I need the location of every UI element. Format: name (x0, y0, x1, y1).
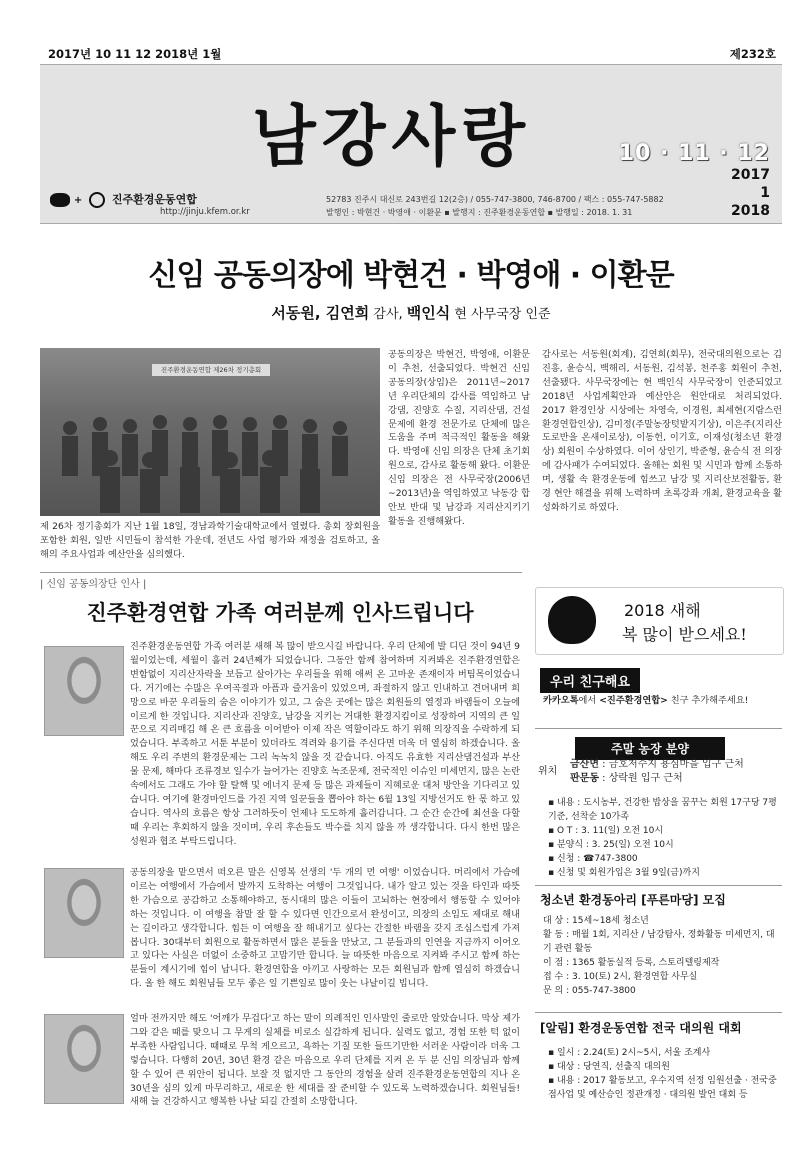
youth-list (543, 914, 782, 998)
newsletter-logo: 남강사랑 (252, 97, 532, 175)
subhead-names2: 백인식 (406, 304, 451, 322)
subhead-names1: 서동원, 김연희 (271, 304, 370, 322)
farm-loc2: : 상락원 입구 근처 (598, 773, 683, 784)
article-col-2: 감사로는 서동원(회계), 김연희(회무), 전국대의원으로는 김진흥, 윤승식, 백해리, 서동원, 김석봉, 천주홍 회원이 추천, 선출됐다. 사무국장에는 현 백인식 사무국장이 인준되었고 2018년 사업계획안과 예산안은 원안대로 처리되었다. 2017 환경인상 시상에는 차영숙, 이경원, 최세현(지람스런 환경연합인상), 김미정(주말농장텃밭지기상), 이은주(지리산도로반을 온새이로상), 이동헌, 이기호, 이재성(청소년 환경상) 회원이 수상하였다. 이어 상인기, 박준형, 윤승식 전 의장에 감사패가 수여되었다. 올해는 회원 및 시민과 함께 소통하며, 생활 속 환경운동에 힘쓰고 남강 및 지리산보전활동, 환경 현안 해결을 위해 노력하며 초록강좌 개최, 환경교육을 활성화하기로 하였다. (542, 349, 782, 513)
subhead-role2: 현 사무국장 인준 (450, 307, 551, 322)
greeting-title: 진주환경연합 가족 여러분께 인사드립니다 (86, 601, 474, 625)
photo-caption: 제 26차 정기총회가 지난 1월 18일, 경남과학기술대학교에서 열렸다. 총회 장회원을 포함한 회원, 일반 시민들이 참석한 가운데, 전년도 사업 평가와 재정을 검토하고, 올해의 주요사업과 예산안을 심의했다. (40, 521, 380, 560)
portrait-1 (44, 646, 124, 736)
youth-divider (535, 885, 782, 886)
kakao-title: 우리 친구해요 (540, 668, 640, 693)
portrait-3 (44, 1014, 124, 1104)
farm-list (548, 796, 782, 880)
issue-month2: 1 (760, 185, 770, 201)
issue-number: 제232호 (729, 47, 776, 61)
list-item: ▪ O T : 3. 11(일) 오전 10시 (548, 826, 664, 836)
kakao-account: <진주환경연합> (599, 695, 668, 706)
newyear-banner (535, 587, 784, 655)
issue-dates: 2017년 10 11 12 2018년 1월 (48, 47, 222, 61)
list-item: ▪ 신청 : ☎747-3800 (548, 854, 638, 864)
kakao-t4: 친구 추가해주세요! (667, 695, 749, 706)
farm-loc2-name: 판문동 (570, 773, 599, 784)
greeting-p2: 공동의장을 맡으면서 떠오른 말은 신영복 선생의 '두 개의 먼 여행' 이었습니다. 머리에서 가슴에 이르는 여행에서 가슴에서 발까지 도착하는 여행이 그것입니다. 내가 알고 있는 것을 타인과 따뜻한 가슴으로 공감하고 소통해야하고, 동시대의 많은 이들이 고뇌하는 현장에서 행동할 수 있어야 하는 것입니다. 이 여행을 참말 잘 할 수 있다면 인간으로서 완성이고, 의장의 소임도 제대로 해내는 길이라고 생각합니다. 힘든 이 여행을 잘 해내기고 싶다는 간절한 바램을 갖지 조심스럽게 가져봅니다. 30대부터 회원으로 활동하면서 많은 분들을 만났고, 그 분들과의 인연을 지금까지 이어오고 있다는 사실은 더없이 소중하고 고맙기만 합니다. 늘 따뜻한 마음으로 지켜봐 주시고 함께 하는 분들이 계시기에 힘이 납니다. 환경연합을 아끼고 사랑하는 모든 회원님과 함께 열심히 하겠습니다. 올 한 해도 회원님들 모두 좋은 일 기쁜일로 많이 웃는 나날이길 빕니다. (130, 867, 520, 990)
list-item: ▪ 분양식 : 3. 25(일) 오전 10시 (548, 840, 674, 850)
issue-months: 10 · 11 · 12 (618, 141, 770, 166)
article-col-1: 공동의장은 박현건, 박영애, 이환문이 추천, 선출되었다. 박현건 신임 공동의장(상임)은 2011년~2017년 우리단체의 감사를 역임하고 남강댐, 진양호 수질, 지리산댐, 건설문제에 환경 전문가로 단체에 많은 도움을 주며 적극적인 활동을 해왔다. 박영애 신임 의장은 단체 초기회원으로, 감사로 활동해 왔다. 이환문 신임 의장은 전 사무국장(2006년~2013년)을 역임하였고 낙동강 합안보 반대 및 남강과 지리산지키기 활동을 진행해왔다. (388, 349, 530, 527)
list-item: ▪ 일시 : 2.24(토) 2시~5시, 서울 조계사 (548, 1048, 711, 1058)
list-item: 이 점 : 1365 활동실적 등록, 스토리텔링제작 (543, 958, 720, 968)
address-line: 52783 진주시 대신로 243번길 12(2층) / 055-747-3800, 746-8700 / 팩스 : 055-747-5882 (326, 195, 664, 204)
issue-year2: 2018 (731, 203, 770, 219)
org-name: 진주환경운동연합 (111, 193, 197, 206)
kfem-logo-icon (50, 193, 70, 207)
list-item: 대 상 : 15세~18세 청소년 (543, 916, 649, 926)
org-url[interactable]: http://jinju.kfem.or.kr (160, 207, 250, 217)
list-item: 활 동 : 매월 1회, 지리산 / 남강탐사, 정화활동 미세먼지, 대기 관련 활동 (543, 930, 775, 954)
youth-title: 청소년 환경동아리 [푸른마당] 모집 (540, 893, 726, 907)
org-logo: + 진주환경운동연합 (50, 191, 197, 208)
farm-locations (570, 758, 782, 786)
issue-bar (40, 42, 782, 64)
notice-title: [알림] 환경운동연합 전국 대의원 대회 (540, 1021, 742, 1035)
notice-list (548, 1046, 782, 1102)
kakao-app: 카카오톡 (543, 695, 579, 706)
subhead-role1: 감사, (369, 307, 407, 322)
publisher-line: 발행인 : 박현건 · 박영애 · 이환문 ▪ 발행지 : 진주환경운동연합 ▪ 발행일 : 2018. 1. 31 (326, 208, 633, 217)
issue-year1: 2017 (731, 167, 770, 183)
farm-loc1-name: 금산면 (570, 759, 599, 770)
people-silhouettes (40, 348, 380, 516)
farm-loc-label: 위치 (538, 766, 558, 777)
farm-loc1: : 금호저수지 용심마을 입구 근처 (598, 759, 744, 770)
dog-illustration-icon (548, 596, 596, 644)
photo-banner: 진주환경운동연합 제26차 정기총회 (152, 364, 270, 376)
group-photo (40, 348, 380, 516)
farm-divider (535, 728, 782, 729)
farm-title: 주말 농장 분양 (575, 737, 725, 760)
kakao-text (543, 694, 779, 708)
kakao-t2: 에서 (578, 695, 600, 706)
section-tag: | 신임 공동의장단 인사 | (40, 579, 147, 590)
subhead (40, 302, 782, 323)
list-item: 문 의 : 055-747-3800 (543, 986, 636, 996)
notice-divider (535, 1012, 782, 1013)
list-item: ▪ 내용 : 도시농부, 건강한 밥상을 꿈꾸는 회원 17구당 7평 기준, 선착순 10가족 (548, 798, 777, 822)
newyear-line2: 복 많이 받으세요! (622, 625, 747, 644)
list-item: ▪ 내용 : 2017 활동보고, 우수지역 선정 임원선출 · 전국중점사업 및 예산승인 정관개정 · 대의원 발언 대회 등 (548, 1076, 777, 1100)
org-address (326, 193, 746, 219)
ring-icon (89, 192, 105, 208)
list-item: ▪ 대상 : 당연직, 선출직 대의원 (548, 1062, 670, 1072)
headline: 신임 공동의장에 박현건 · 박영애 · 이환문 (148, 258, 674, 293)
greeting-p1: 진주환경운동연합 가족 여러분 새해 복 많이 받으시길 바랍니다. 우리 단체에 발 디딘 것이 94년 9월이었는데, 세월이 흘러 24년째가 되었습니다. 그동안 함께 참여하며 지켜봐온 진주환경연합은 변함없이 지리산자락을 보듬고 살아가는 우리들을 위해 애써 온 고마운 존재이자 버팀목이었습니다. 거기에는 수많은 우여곡절과 아픔과 즐거움이 있었으며, 좌절하지 않고 인내하고 견뎌내며 희망으로 바꾼 우리들의 숨은 이야기가 있고, 그 숨은 곳에는 많은 회원들의 열정과 바램들이 오늘에 이르게 한 것입니다. 지리산과 진양호, 남강을 지키는 거대한 환경지킴이로 성장하여 지역의 큰 일꾼으로 지리매김 해 온 큰 흐름을 이어받아 이제 작은 역할이라도 하기 위해 의장직을 수락하게 되었습니다. 부족하고 서툰 부분이 있더라도 격려와 용기를 주신다면 더욱 더 열심히 하겠습니다. 올해도 우리 주변의 환경문제는 그리 녹녹치 않을 것 같습니다. 아직도 유효한 지리산댐건설과 부산 물 문제, 해마다 조류경보 일수가 늘어가는 진양호 녹조문제, 전국적인 이슈인 미세먼지, 많은 논란 속에서도 그래도 가야 할 탈핵 및 에너지 문제 등 많은 과제들이 지혜로운 대처 방안을 기다리고 있습니다. 여기에 환경마인드를 가진 지역 일꾼들을 뽑아야 하는 6월 13일 지방선거도 한 몫 하고 있습니다. 역사의 흐름은 항상 그러하듯이 언제나 도도하게 흘러갑니다. 그 순간 순간에 최선을 다할 때 우리는 후회하지 않을 것이며, 우리 후손들도 박수를 치지 않을 까 생각합니다. 다시 한번 많은 성원과 협조 부탁드립니다. (130, 641, 520, 847)
list-item: 접 수 : 3. 10(토) 2시, 환경연합 사무실 (543, 972, 698, 982)
list-item: ▪ 신청 및 회원가입은 3월 9일(금)까지 (548, 868, 700, 878)
newyear-line1: 2018 새해 (624, 601, 701, 620)
masthead (40, 64, 782, 224)
portrait-2 (44, 868, 124, 958)
greeting-p3: 얼마 전까지만 해도 '어깨가 무겁다'고 하는 말이 의례적인 인사말인 줄로만 알았습니다. 막상 제가 그와 같은 때를 맞으니 그 무게의 실체를 비로소 실감하게 됩니다. 실력도 없고, 경험 또한 턱 없이 부족한 사람입니다. 때때로 무척 게으르고, 욕하는 기질 또한 들뜨기만한 서러운 사람이라 더욱 그렇습니다. 다행히 20년, 30년 환경 같은 마음으로 우리 단체를 지켜 온 두 분 신임 의장님과 함께 할 수 있어 큰 위안이 됩니다. 보잘 것 없지만 그 동안의 경험을 살려 진주환경운동연합의 지나 온 30년을 심의 있게 마무리하고, 새로운 한 세대를 잘 준비할 수 있도록 노력하겠습니다. 회원님들! 새해 늘 건강하시고 행복한 나날 되길 간절히 소망합니다. (130, 1013, 520, 1108)
